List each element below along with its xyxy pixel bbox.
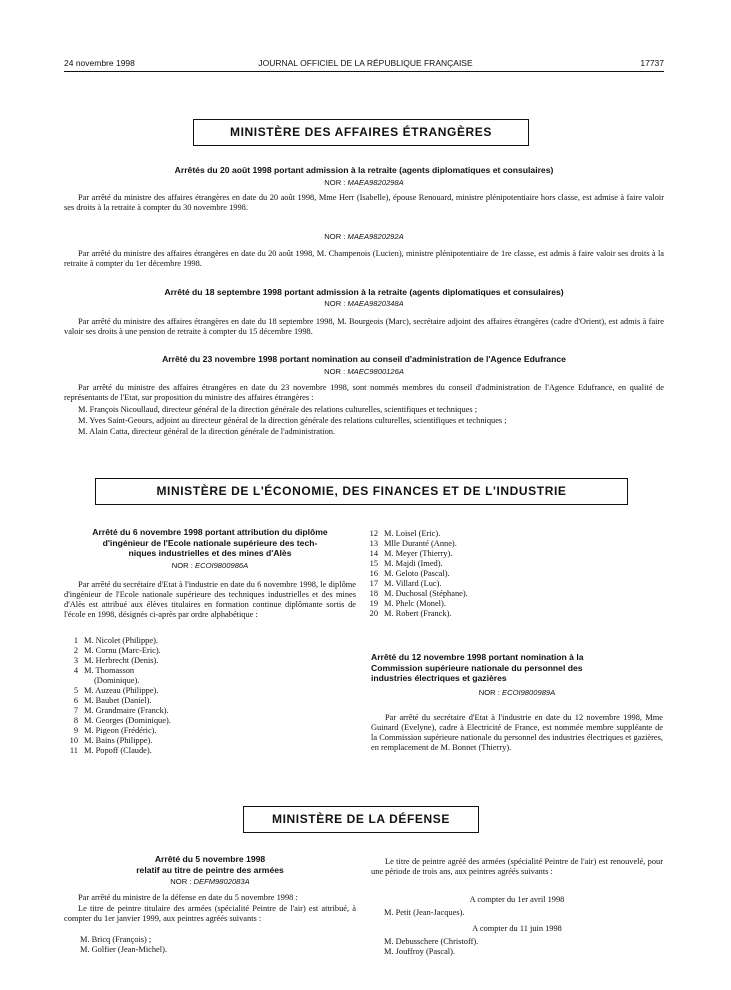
graduate-rank: 9 <box>73 726 78 735</box>
graduate-item <box>64 746 264 756</box>
painter-name: M. Bricq (François) ; <box>80 935 152 944</box>
graduate-item <box>64 696 264 706</box>
ministry-title: MINISTÈRE DE LA DÉFENSE <box>271 812 451 826</box>
ministry-box <box>193 119 529 146</box>
graduate-name: M. Herbrecht (Denis). <box>84 656 159 665</box>
graduate-rank: 20 <box>369 609 378 618</box>
graduate-item <box>364 529 564 539</box>
ministry-box <box>95 478 628 505</box>
journal-title: JOURNAL OFFICIEL DE LA RÉPUBLIQUE FRANÇAISE <box>258 58 473 68</box>
graduate-name: M. Auzeau (Philippe). <box>84 686 159 695</box>
ministry-title: MINISTÈRE DE L'ÉCONOMIE, DES FINANCES ET DE L'INDUSTRIE <box>156 484 567 498</box>
graduate-name: M. Duchosal (Stéphane). <box>384 589 468 598</box>
graduate-name: M. Phelc (Monel). <box>384 599 446 608</box>
graduate-name: M. Georges (Dominique). <box>84 716 171 725</box>
graduate-item <box>64 666 264 676</box>
graduate-rank: 13 <box>369 539 378 548</box>
graduate-name: M. Geloto (Pascal). <box>384 569 450 578</box>
graduate-rank: 3 <box>73 656 78 665</box>
graduate-rank: 17 <box>369 579 378 588</box>
graduate-rank: 7 <box>73 706 78 715</box>
graduate-name: M. Majdi (Imed). <box>384 559 443 568</box>
decree-text: Par arrêté du ministre des affaires étrangères en date du 23 novembre 1998, sont nommés membres du conseil d'administration de l'Agence Edufrance, en qualité de représentants de l'Etat, sur proposition du ministre des affaires étrangères : <box>64 383 664 402</box>
nor-reference: NOR : MAEC9800126A <box>324 367 404 376</box>
graduate-name: M. Robert (Franck). <box>384 609 452 618</box>
nor-reference: NOR : MAEA9820298A <box>324 178 404 187</box>
member-item: M. François Nicoullaud, directeur général de la direction générale des relations culturelles, scientifiques et techniques ; <box>78 405 478 414</box>
graduate-rank: 11 <box>69 746 78 755</box>
decree-text: Par arrêté du secrétaire d'Etat à l'industrie en date du 12 novembre 1998, Mme Guinard (Evelyne), cadre à Electricité de France, est nommée membre suppléante de la Commission supérieure nationale du personnel des industries électriques et gazières, en remplacement de M. Bonnet (Thierry). <box>371 713 663 752</box>
graduate-rank: 8 <box>73 716 78 725</box>
graduate-item <box>64 726 264 736</box>
painter-name: M. Debusschere (Christoff). <box>384 937 479 946</box>
graduate-item <box>364 539 564 549</box>
graduate-item <box>64 646 264 656</box>
graduate-item <box>364 549 564 559</box>
graduate-list <box>364 529 564 619</box>
decree-text: Le titre de peintre titulaire des armées (spécialité Peintre de l'air) est attribué, à compter du 1er janvier 1999, aux peintres agréés suivants : <box>64 904 356 923</box>
graduate-name: M. Bains (Philippe). <box>84 736 153 745</box>
nor-reference: NOR : ECOI9800986A <box>171 561 249 570</box>
decree-title: Arrêté du 5 novembre 1998 relatif au titre de peintre des armées <box>136 854 284 875</box>
decree-title: Arrêtés du 20 août 1998 portant admission à la retraite (agents diplomatiques et consulaires) <box>174 165 554 175</box>
graduate-rank: 2 <box>73 646 78 655</box>
graduate-list <box>64 636 264 756</box>
graduate-rank: 6 <box>73 696 78 705</box>
graduate-name: M. Meyer (Thierry). <box>384 549 453 558</box>
graduate-rank: 14 <box>369 549 378 558</box>
member-item: M. Alain Catta, directeur général de la direction générale de l'administration. <box>78 427 336 436</box>
graduate-item <box>364 609 564 619</box>
graduate-name: M. Nicolet (Philippe). <box>84 636 158 645</box>
graduate-name: M. Grandmaire (Franck). <box>84 706 169 715</box>
graduate-name: M. Loisel (Eric). <box>384 529 441 538</box>
graduate-name: M. Baubet (Daniel). <box>84 696 152 705</box>
decree-text: Par arrêté du ministre de la défense en date du 5 novembre 1998 : <box>78 893 298 902</box>
ministry-box <box>243 806 479 833</box>
graduate-rank: 10 <box>69 736 78 745</box>
graduate-item <box>64 656 264 666</box>
graduate-rank: 15 <box>369 559 378 568</box>
nor-reference: NOR : MAEA9820348A <box>324 299 404 308</box>
graduate-name: M. Villard (Luc). <box>384 579 442 588</box>
effective-date: A compter du 1er avril 1998 <box>469 895 565 904</box>
graduate-rank: 16 <box>369 569 378 578</box>
graduate-name: M. Thomasson <box>84 666 135 675</box>
graduate-item <box>64 676 264 686</box>
painter-name: M. Petit (Jean-Jacques). <box>384 908 465 917</box>
graduate-item <box>64 706 264 716</box>
graduate-item <box>364 579 564 589</box>
graduate-rank: 5 <box>73 686 78 695</box>
painter-name: M. Jouffroy (Pascal). <box>384 947 456 956</box>
header-rule <box>64 71 664 72</box>
decree-title: Arrêté du 18 septembre 1998 portant admission à la retraite (agents diplomatiques et consulaires) <box>164 287 564 297</box>
decree-text: Le titre de peintre agréé des armées (spécialité Peintre de l'air) est renouvelé, pour une période de trois ans, aux peintres agréés suivants : <box>371 857 663 876</box>
nor-reference: NOR : ECOI9800989A <box>478 688 556 697</box>
graduate-item <box>364 569 564 579</box>
header-date: 24 novembre 1998 <box>64 58 135 68</box>
nor-reference: NOR : MAEA9820292A <box>324 232 404 241</box>
graduate-rank: 18 <box>369 589 378 598</box>
decree-text: Par arrêté du secrétaire d'Etat à l'industrie en date du 6 novembre 1998, le diplôme d'ingénieur de l'Ecole nationale supérieure des techniques industrielles et des mines d'Alès est attribué aux élèves titulaires en formation continue diplômante sortis de l'école en 1998, désignés ci-après par ordre alphabétique : <box>64 580 356 619</box>
effective-date: A compter du 11 juin 1998 <box>472 924 562 933</box>
graduate-item <box>364 559 564 569</box>
graduate-name: (Dominique). <box>94 676 140 685</box>
decree-title: Arrêté du 6 novembre 1998 portant attribution du diplôme d'ingénieur de l'Ecole nationale supérieure des tech- niques industrielles et des mines d'Alès <box>92 527 328 558</box>
graduate-rank: 12 <box>369 529 378 538</box>
graduate-item <box>64 716 264 726</box>
graduate-item <box>64 736 264 746</box>
decree-text: Par arrêté du ministre des affaires étrangères en date du 18 septembre 1998, M. Bourgeois (Marc), secrétaire adjoint des affaires étrangères (cadre d'Orient), est admis à faire valoir ses droits à une pension de retraite à compter du 15 décembre 1998. <box>64 317 664 336</box>
nor-reference: NOR : DEFM9802083A <box>170 877 250 886</box>
graduate-rank: 4 <box>73 666 78 675</box>
graduate-item <box>364 599 564 609</box>
graduate-item <box>64 636 264 646</box>
page-number: 17737 <box>640 58 664 68</box>
graduate-rank: 1 <box>73 636 78 645</box>
graduate-name: M. Cornu (Marc-Eric). <box>84 646 161 655</box>
decree-title: Arrêté du 12 novembre 1998 portant nomination à la Commission supérieure nationale du personnel des industries électriques et gazières <box>371 652 584 683</box>
decree-title: Arrêté du 23 novembre 1998 portant nomination au conseil d'administration de l'Agence Edufrance <box>162 354 566 364</box>
decree-text: Par arrêté du ministre des affaires étrangères en date du 20 août 1998, Mme Herr (Isabelle), épouse Renouard, ministre plénipotentiaire hors classe, est admise à faire valoir ses droits à la retraite à compter du 30 novembre 1998. <box>64 193 664 212</box>
member-item: M. Yves Saint-Geours, adjoint au directeur général de la direction générale des relations culturelles, scientifiques et techniques ; <box>78 416 507 425</box>
graduate-rank: 19 <box>369 599 378 608</box>
graduate-item <box>64 686 264 696</box>
ministry-title: MINISTÈRE DES AFFAIRES ÉTRANGÈRES <box>229 125 493 139</box>
graduate-item <box>364 589 564 599</box>
painter-name: M. Golfier (Jean-Michel). <box>80 945 167 954</box>
decree-text: Par arrêté du ministre des affaires étrangères en date du 20 août 1998, M. Champenois (Lucien), ministre plénipotentiaire de 1re classe, est admis à faire valoir ses droits à la retraite à compter du 1er décembre 1998. <box>64 249 664 268</box>
graduate-name: M. Popoff (Claude). <box>84 746 152 755</box>
graduate-name: M. Pigeon (Frédéric). <box>84 726 157 735</box>
graduate-name: Mlle Duranté (Anne). <box>384 539 457 548</box>
